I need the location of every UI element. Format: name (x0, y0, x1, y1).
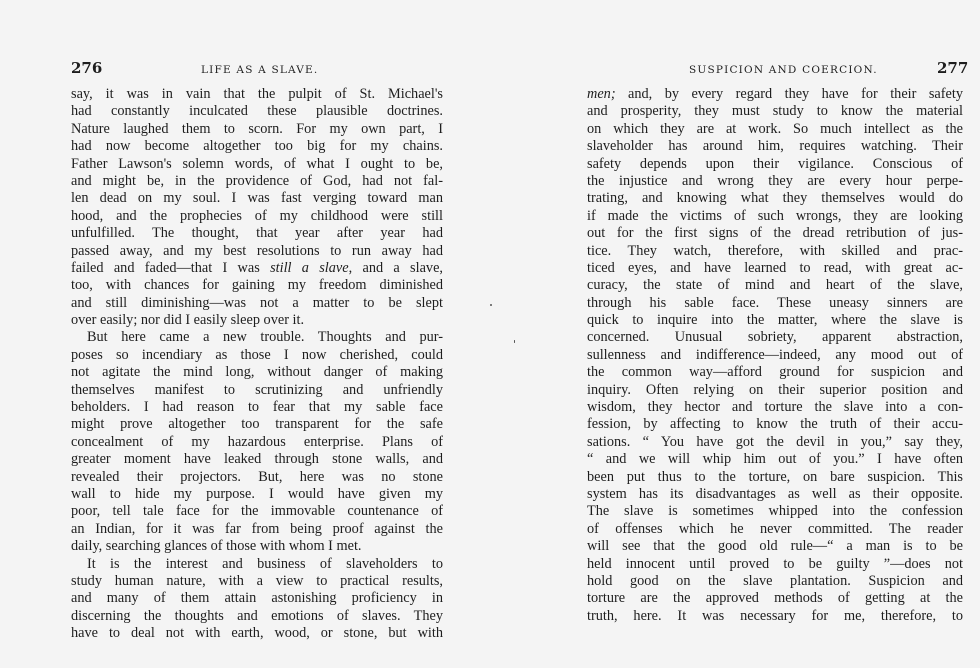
text-line: themselves manifest to scrutinizing and unfriendly (71, 381, 443, 398)
right-page (490, 0, 980, 668)
text-line: and many of them attain astonishing proficiency in (71, 590, 443, 607)
text-line: Father Lawson's solemn words, of what I ought to be, (71, 155, 443, 172)
text-line: wall to hide my purpose. I would have given my (71, 485, 443, 502)
text-line: “ and we will whip him out of you.” I have often (587, 451, 963, 468)
text-line: say, it was in vain that the pulpit of St. Michael's (71, 86, 443, 102)
text-line: But here came a new trouble. Thoughts and pur- (87, 329, 443, 346)
text-line: of offenses which he never committed. The reader (587, 520, 963, 537)
right-page-number: 277 (937, 59, 969, 77)
text-line: might prove altogether too transparent for the safe (71, 416, 443, 433)
text-line: tice. They watch, therefore, with skilled and prac- (587, 242, 963, 259)
text-line: passed away, and my best resolutions to run away had (71, 242, 443, 259)
text-line: the injustice and wrong they are every hour perpe- (587, 172, 963, 189)
right-running-head: SUSPICION AND COERCION. (689, 64, 878, 76)
text-line: It is the interest and business of slaveholders to (87, 555, 443, 572)
text-line: hood, and the prophecies of my childhood were still (71, 207, 443, 224)
text-line: and might be, in the providence of God, had not fal- (71, 172, 443, 189)
text-line: and still diminishing—was not a matter to be slept (71, 294, 443, 311)
text-line: had now become altogether too big for my chains. (71, 138, 443, 155)
text-line: had constantly inculcated these plausible doctrines. (71, 103, 443, 120)
text-line: an Indian, for it was far from being proof against the (71, 520, 443, 537)
text-line: concerned. Unusual sobriety, apparent abstraction, (587, 329, 963, 346)
text-line: unfulfilled. The thought, that year after year had (71, 225, 443, 242)
text-line: will see that the good old rule—“ a man is to be (587, 538, 963, 555)
text-line: failed and faded—that I was still a slave, and a slave, (71, 259, 443, 276)
text-line: quick to inquire into the matter, where the slave is (587, 312, 963, 329)
text-line: len dead on my soul. I was fast verging toward man (71, 190, 443, 207)
text-line: fession, by affecting to know the truth of their accu- (587, 416, 963, 433)
text-line: been put thus to the torture, on bare suspicion. This (587, 468, 963, 485)
left-running-head: LIFE AS A SLAVE. (201, 64, 319, 76)
text-line: slaveholder has around him, requires watching. Their (587, 138, 963, 155)
text-line: wisdom, they hector and torture the slave into a con- (587, 399, 963, 416)
text-line: men; and, by every regard they have for their safety (587, 86, 963, 102)
text-line: torture are the approved methods of getting at the (587, 590, 963, 607)
text-line: Nature laughed them to scorn. For my own part, I (71, 120, 443, 137)
text-line: poses so incendiary as those I now cherished, could (71, 346, 443, 363)
text-line: on which they are at work. So much intellect as the (587, 120, 963, 137)
text-line: beholders. I had reason to fear that my sable face (71, 399, 443, 416)
text-line: poor, tell tale face for the immovable countenance of (71, 503, 443, 520)
text-line: daily, searching glances of those with whom I met. (71, 538, 362, 555)
text-line: too, with chances for gaining my freedom diminished (71, 277, 443, 294)
text-line: greater moment have leaked through stone walls, and (71, 451, 443, 468)
text-line: system has its disadvantages as well as their opposite. (587, 485, 963, 502)
text-line: revealed their projectors. But, here was no stone (71, 468, 443, 485)
left-body-text (71, 86, 443, 643)
text-line: trating, and knowing what they themselves would do (587, 190, 963, 207)
text-line: if made the victims of such wrongs, they are looking (587, 207, 963, 224)
page-speck (514, 340, 515, 343)
text-line: curacy, the state of mind and heart of the slave, (587, 277, 963, 294)
text-line: held innocent until proved to be guilty ”—does not (587, 555, 963, 572)
text-line: truth, here. It was necessary for me, therefore, to (587, 607, 963, 624)
text-line: out for the first signs of the dread retribution of jus- (587, 225, 963, 242)
text-line: hold good on the slave plantation. Suspicion and (587, 572, 963, 589)
text-line: and prosperity, they must study to know the material (587, 103, 963, 120)
text-line: study human nature, with a view to practical results, (71, 572, 443, 589)
left-page-number: 276 (71, 59, 103, 77)
text-line: sations. “ You have got the devil in you,” say they, (587, 433, 963, 450)
text-line: inquiry. Often relying on their superior position and (587, 381, 963, 398)
text-line: the common way—afford ground for suspicion and (587, 364, 963, 381)
text-line: have to deal not with earth, wood, or stone, but with (71, 625, 443, 642)
text-line: safety depends upon their vigilance. Conscious of (587, 155, 963, 172)
text-line: discerning the thoughts and emotions of slaves. They (71, 607, 443, 624)
text-line: over easily; nor did I easily sleep over it. (71, 312, 305, 329)
text-line: concealment of my hazardous enterprise. Plans of (71, 433, 443, 450)
text-line: ticed eyes, and have learned to read, with great ac- (587, 259, 963, 276)
right-body-text (587, 86, 963, 625)
text-line: not agitate the mind long, without danger of making (71, 364, 443, 381)
page-speck (490, 304, 492, 306)
text-line: The slave is sometimes whipped into the confession (587, 503, 963, 520)
text-line: sullenness and indifference—indeed, any mood out of (587, 346, 963, 363)
text-line: through his sable face. These uneasy sinners are (587, 294, 963, 311)
